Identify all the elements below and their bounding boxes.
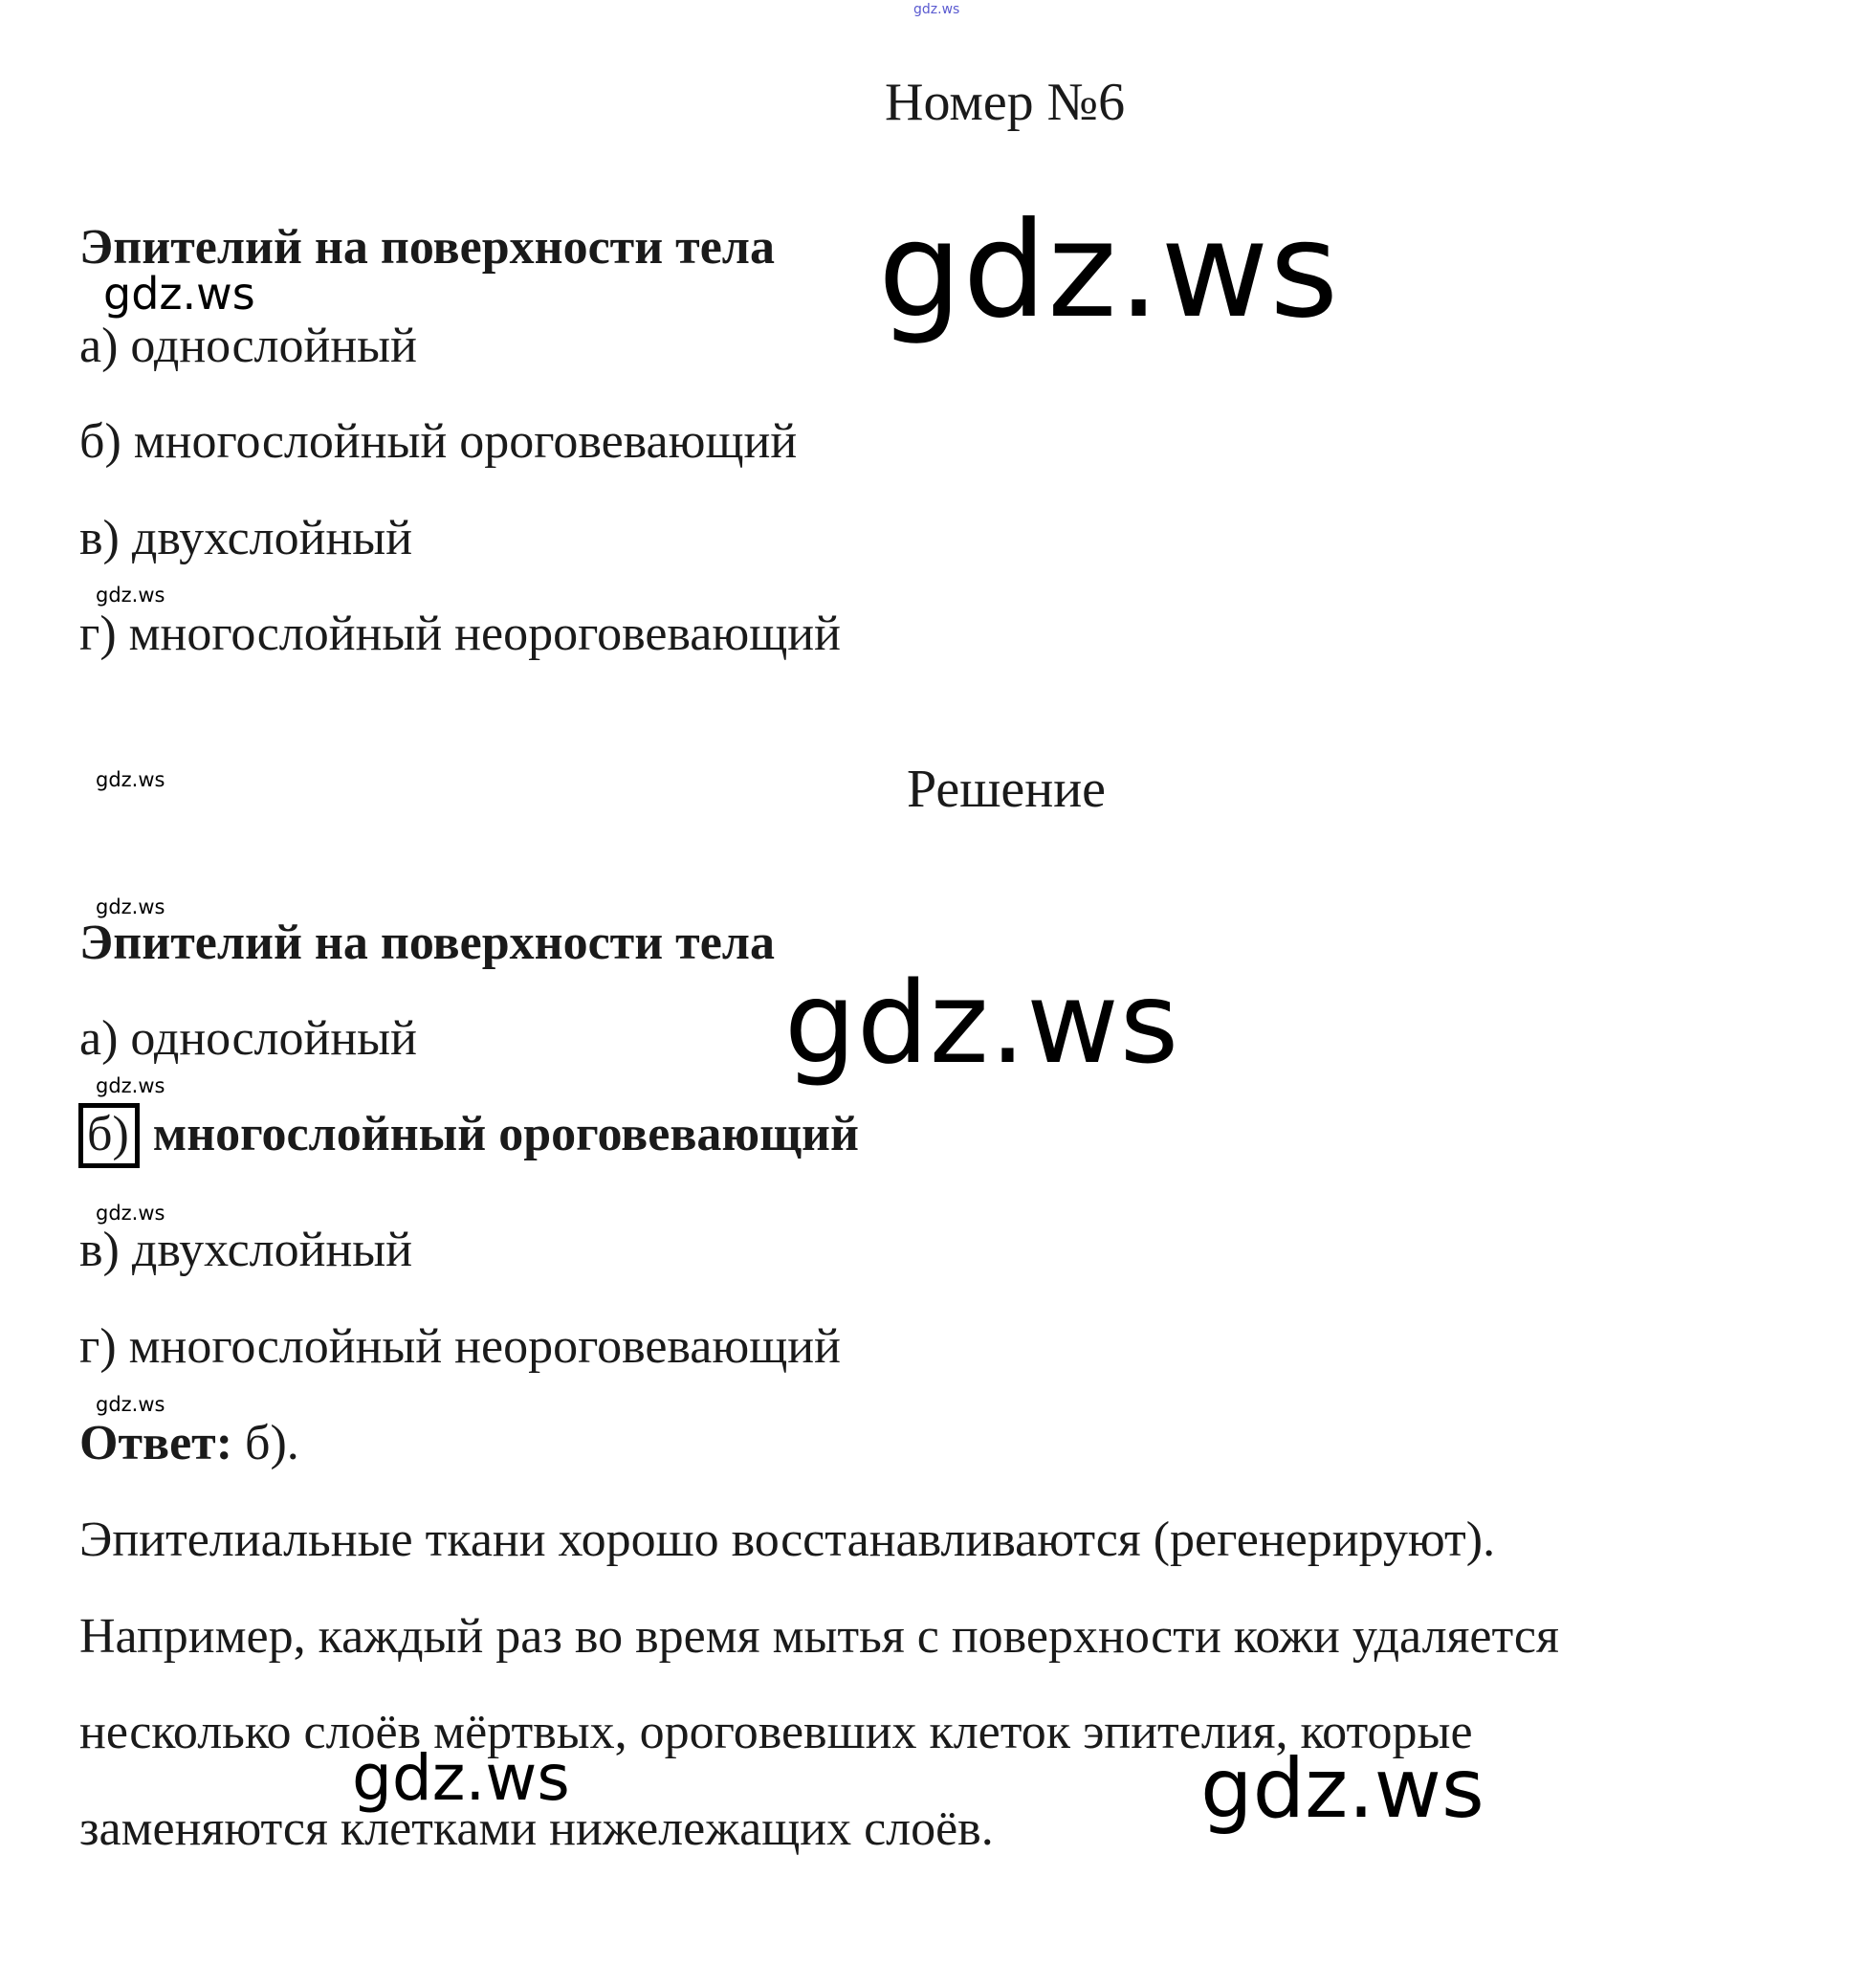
watermark-small: gdz.ws xyxy=(96,584,165,607)
watermark-large: gdz.ws xyxy=(878,193,1340,347)
page-title: Номер №6 xyxy=(885,73,1126,132)
answer-value: б). xyxy=(232,1416,299,1470)
solution-option-a: а) однослойный xyxy=(79,1011,417,1066)
answer-line xyxy=(79,1416,299,1470)
question-heading: Эпителий на поверхности тела xyxy=(79,220,775,275)
question-option-d: г) многослойный неороговевающий xyxy=(79,607,841,661)
solution-option-b-text: многослойный ороговевающий xyxy=(152,1107,859,1161)
watermark-medium: gdz.ws xyxy=(1200,1741,1484,1837)
selected-answer-marker: б) xyxy=(78,1103,140,1168)
solution-heading: Эпителий на поверхности тела xyxy=(79,916,775,970)
watermark-small: gdz.ws xyxy=(96,1393,165,1416)
question-option-a: а) однослойный xyxy=(79,319,417,373)
solution-title: Решение xyxy=(907,760,1107,819)
solution-option-d: г) многослойный неороговевающий xyxy=(79,1319,841,1374)
watermark-small: gdz.ws xyxy=(96,895,165,918)
watermark-large: gdz.ws xyxy=(784,957,1180,1089)
explanation-line-4: заменяются клетками нижележащих слоёв. xyxy=(79,1801,994,1856)
watermark-small: gdz.ws xyxy=(96,1074,165,1097)
watermark-top: gdz.ws xyxy=(913,2,960,17)
explanation-line-3: несколько слоёв мёртвых, ороговевших клеток эпителия, которые xyxy=(79,1705,1473,1759)
answer-label: Ответ: xyxy=(79,1416,233,1470)
explanation-line-2: Например, каждый раз во время мытья с поверхности кожи удаляется xyxy=(79,1609,1559,1664)
question-option-c: в) двухслойный xyxy=(79,511,413,565)
watermark-small: gdz.ws xyxy=(96,1202,165,1225)
watermark-medium: gdz.ws xyxy=(352,1741,570,1815)
solution-option-b xyxy=(78,1103,859,1168)
watermark-medium: gdz.ws xyxy=(103,268,255,320)
watermark-small: gdz.ws xyxy=(96,768,165,791)
solution-option-c: в) двухслойный xyxy=(79,1223,413,1277)
explanation-line-1: Эпителиальные ткани хорошо восстанавливаются (регенерируют). xyxy=(79,1513,1496,1567)
question-option-b: б) многослойный ороговевающий xyxy=(79,414,798,469)
